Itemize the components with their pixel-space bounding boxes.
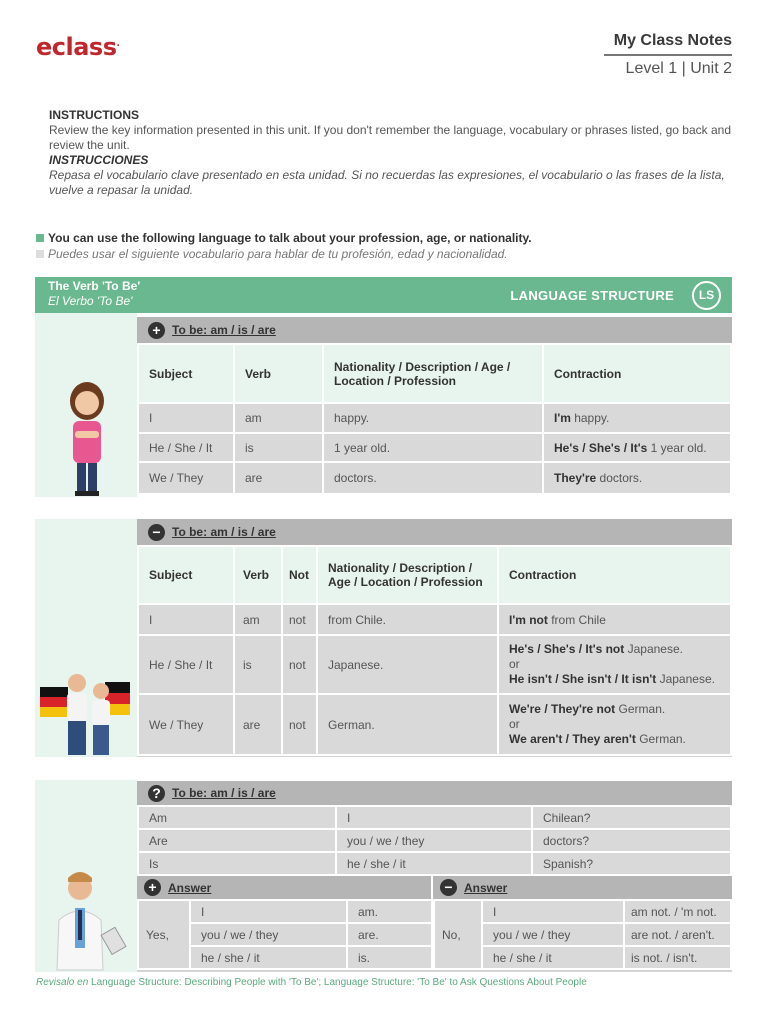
contraction-cell: He's / She's / It's 1 year old. (543, 433, 731, 462)
affirmative-table (137, 317, 732, 495)
german-flags-illustration (35, 519, 137, 757)
verb-cell: am (234, 604, 282, 635)
instructions-title: INSTRUCTIONS (49, 108, 139, 122)
complement-cell: from Chile. (317, 604, 498, 635)
contraction-cell: I'm happy. (543, 403, 731, 433)
complement-cell: doctors. (323, 462, 543, 494)
verb-cell: am (234, 403, 323, 433)
complement-cell: Chilean? (532, 806, 731, 829)
table-row (138, 403, 731, 433)
intro-block (36, 230, 736, 262)
header-notes (604, 32, 732, 78)
minus-icon: − (148, 524, 165, 541)
complement-cell: happy. (323, 403, 543, 433)
table-row (138, 433, 731, 462)
subject-cell: I (336, 806, 532, 829)
minus-icon: − (440, 879, 457, 896)
column-header: Contraction (543, 344, 731, 403)
answer-no-grid (433, 899, 732, 970)
subject-cell: you / we / they (482, 923, 624, 946)
question-grid (137, 805, 732, 876)
question-heading-label: To be: am / is / are (172, 786, 276, 800)
answer-yes-label: Answer (168, 880, 212, 895)
intro-english: You can use the following language to talk about your profession, age, or nationality. (48, 231, 532, 245)
table-row (138, 635, 731, 694)
doctor-illustration (35, 780, 137, 972)
subject-cell: I (482, 900, 624, 923)
subject-cell: you / we / they (190, 923, 347, 946)
subject-cell: We / They (138, 462, 234, 494)
column-header: Nationality / Description / Age / Location / Profession (317, 546, 498, 604)
table-row (138, 829, 731, 852)
not-cell: not (282, 635, 317, 694)
girl-illustration-panel (35, 313, 137, 497)
banner-title-en: The Verb 'To Be' (48, 279, 141, 293)
table-row (138, 604, 731, 635)
answer-key-cell: No, (434, 900, 482, 969)
affirmative-heading-label: To be: am / is / are (172, 323, 276, 337)
not-cell: not (282, 694, 317, 755)
verb-cell: is (234, 433, 323, 462)
intro-spanish: Puedes usar el siguiente vocabulario para hablar de tu profesión, edad y nacionalidad. (48, 247, 508, 261)
footer-review-label: Revisalo en (36, 977, 89, 988)
doctor-illustration-panel (35, 780, 137, 972)
subject-cell: he / she / it (482, 946, 624, 969)
table-row (138, 900, 432, 923)
verb-cell: is not. / isn't. (624, 946, 731, 969)
page-title: My Class Notes (604, 32, 732, 56)
subject-cell: We / They (138, 694, 234, 755)
contraction-cell: They're doctors. (543, 462, 731, 494)
contraction-cell: He's / She's / It's not Japanese. or He isn't / She isn't / It isn't Japanese. (498, 635, 731, 694)
instrucciones-text: Repasa el vocabulario clave presentado en esta unidad. Si no recuerdas las expresiones, el vocabulario o las frases de la lista, vuelve a repasar la unidad. (49, 168, 725, 197)
answer-yes-grid (137, 899, 433, 970)
flags-illustration-panel (35, 519, 137, 757)
complement-cell: German. (317, 694, 498, 755)
answer-body (137, 899, 732, 970)
ls-badge-icon: LS (692, 281, 721, 310)
column-header: Not (282, 546, 317, 604)
eclass-logo: eclass. (36, 33, 120, 61)
column-header: Subject (138, 546, 234, 604)
table-row (138, 806, 731, 829)
not-cell: not (282, 604, 317, 635)
table-header-row (138, 546, 731, 604)
negative-heading (137, 519, 732, 545)
negative-grid (137, 545, 732, 756)
question-heading (137, 781, 732, 805)
question-table (137, 781, 732, 972)
table-row (138, 462, 731, 494)
table-row (138, 694, 731, 755)
banner-section-label: LANGUAGE STRUCTURE (510, 288, 674, 303)
verb-cell: are. (347, 923, 432, 946)
column-header: Verb (234, 344, 323, 403)
column-header: Subject (138, 344, 234, 403)
bullet-square-icon (36, 234, 44, 242)
verb-cell: are (234, 694, 282, 755)
answer-yes-heading (137, 876, 433, 899)
affirmative-grid (137, 343, 732, 495)
subject-cell: He / She / It (138, 433, 234, 462)
verb-cell: am not. / 'm not. (624, 900, 731, 923)
complement-cell: 1 year old. (323, 433, 543, 462)
banner-title-es: El Verbo 'To Be' (48, 294, 133, 308)
subject-cell: I (190, 900, 347, 923)
instructions-text: Review the key information presented in this unit. If you don't remember the language, vocabulary or phrases listed, go back and review the unit. (49, 123, 732, 152)
verb-cell: Are (138, 829, 336, 852)
complement-cell: Japanese. (317, 635, 498, 694)
plus-icon: + (148, 322, 165, 339)
verb-cell: am. (347, 900, 432, 923)
subject-cell: I (138, 403, 234, 433)
verb-cell: Am (138, 806, 336, 829)
table-row (138, 852, 731, 875)
footer-review-links (36, 977, 587, 988)
negative-table (137, 519, 732, 757)
subject-cell: you / we / they (336, 829, 532, 852)
answer-no-heading (433, 876, 732, 899)
subject-cell: I (138, 604, 234, 635)
answer-key-cell: Yes, (138, 900, 190, 969)
contraction-cell: I'm not from Chile (498, 604, 731, 635)
complement-cell: Spanish? (532, 852, 731, 875)
verb-cell: is (234, 635, 282, 694)
question-mark-icon: ? (148, 785, 165, 802)
subject-cell: he / she / it (190, 946, 347, 969)
bullet-square-icon (36, 250, 44, 258)
section-banner (35, 277, 732, 313)
girl-illustration (35, 313, 137, 497)
footer-links[interactable]: Language Structure: Describing People with 'To Be'; Language Structure: 'To Be' to Ask Questions About People (91, 977, 587, 988)
plus-icon: + (144, 879, 161, 896)
instrucciones-title: INSTRUCCIONES (49, 153, 149, 167)
table-row (434, 900, 731, 923)
contraction-cell: We're / They're not German. or We aren't / They aren't German. (498, 694, 731, 755)
subject-cell: He / She / It (138, 635, 234, 694)
answer-no-label: Answer (464, 880, 508, 895)
subject-cell: he / she / it (336, 852, 532, 875)
verb-cell: Is (138, 852, 336, 875)
level-unit: Level 1 | Unit 2 (625, 60, 732, 77)
verb-cell: is. (347, 946, 432, 969)
instructions-block (49, 108, 734, 198)
complement-cell: doctors? (532, 829, 731, 852)
affirmative-heading (137, 317, 732, 343)
column-header: Verb (234, 546, 282, 604)
table-header-row (138, 344, 731, 403)
answer-headings (137, 876, 732, 899)
column-header: Nationality / Description / Age / Location / Profession (323, 344, 543, 403)
verb-cell: are (234, 462, 323, 494)
verb-cell: are not. / aren't. (624, 923, 731, 946)
negative-heading-label: To be: am / is / are (172, 525, 276, 539)
column-header: Contraction (498, 546, 731, 604)
